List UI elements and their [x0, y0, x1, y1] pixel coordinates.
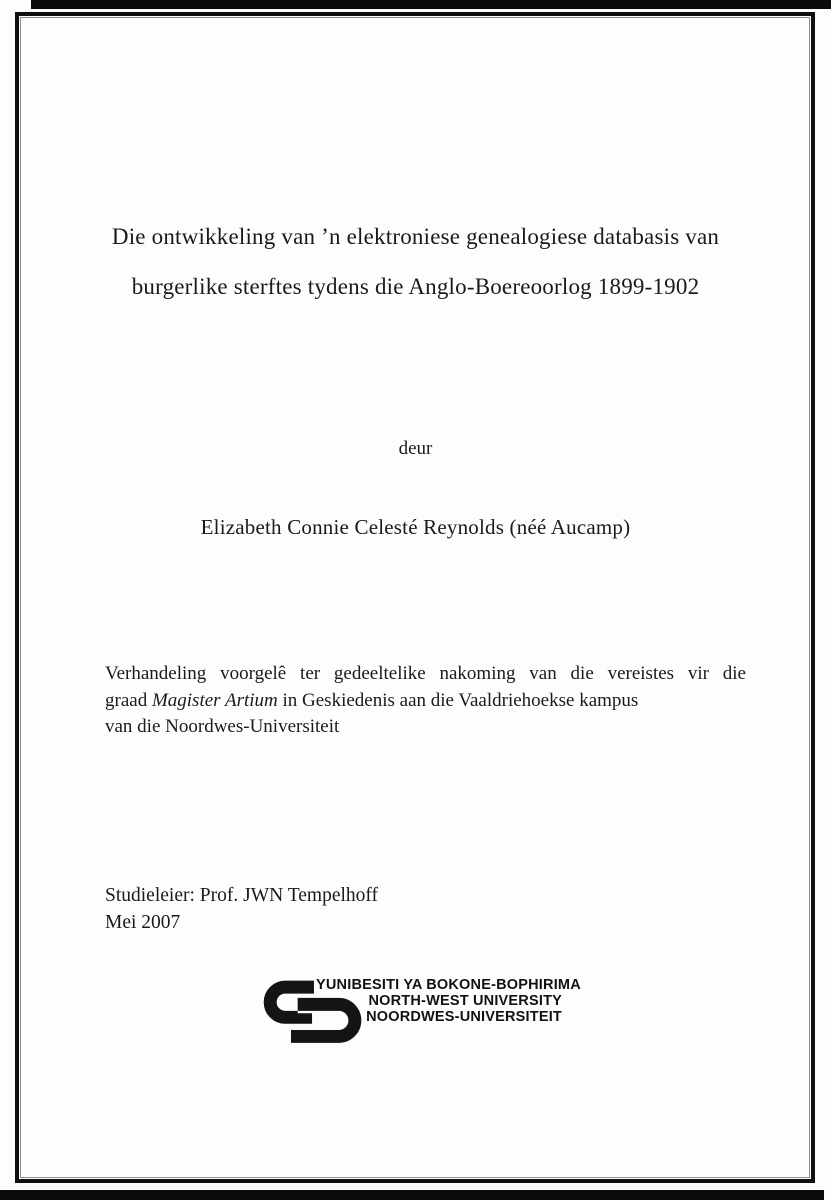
north-west-university-logo — [258, 976, 581, 1048]
logo-line-afrikaans: NOORDWES-UNIVERSITEIT — [366, 1009, 562, 1026]
declaration-line-1: Verhandeling voorgelê ter gedeeltelike nakoming van die vereistes vir die — [105, 663, 746, 684]
logo-line-english: NORTH-WEST UNIVERSITY — [368, 993, 562, 1010]
scan-edge-artifact-top — [31, 0, 831, 9]
declaration-line-3: van die Noordwes-Universiteit — [105, 716, 340, 737]
degree-declaration — [105, 661, 746, 741]
declaration-line-2-pre: graad — [105, 689, 152, 711]
declaration-line-2 — [105, 688, 746, 715]
logo-line-setswana: YUNIBESITI YA BOKONE-BOPHIRIMA — [316, 977, 581, 993]
thesis-title — [60, 212, 771, 312]
supervisor-block — [105, 883, 378, 936]
author-name: Elizabeth Connie Celesté Reynolds (néé Aucamp) — [200, 515, 631, 539]
nwu-logo-wordmark — [316, 977, 581, 1026]
declaration-line-2-post: in Geskiedenis aan die Vaaldriehoekse kampus — [277, 689, 639, 711]
date-line: Mei 2007 — [105, 911, 181, 933]
byline-deur: deur — [398, 438, 433, 459]
supervisor-line: Studieleier: Prof. JWN Tempelhoff — [105, 885, 379, 906]
scan-edge-artifact-bottom — [0, 1190, 824, 1200]
degree-name-italic: Magister Artium — [151, 689, 278, 711]
thesis-title-line-1: Die ontwikkeling van ’n elektroniese genealogiese databasis van — [111, 224, 720, 249]
thesis-title-line-2: burgerlike sterftes tydens die Anglo-Boereoorlog 1899-1902 — [131, 274, 700, 299]
